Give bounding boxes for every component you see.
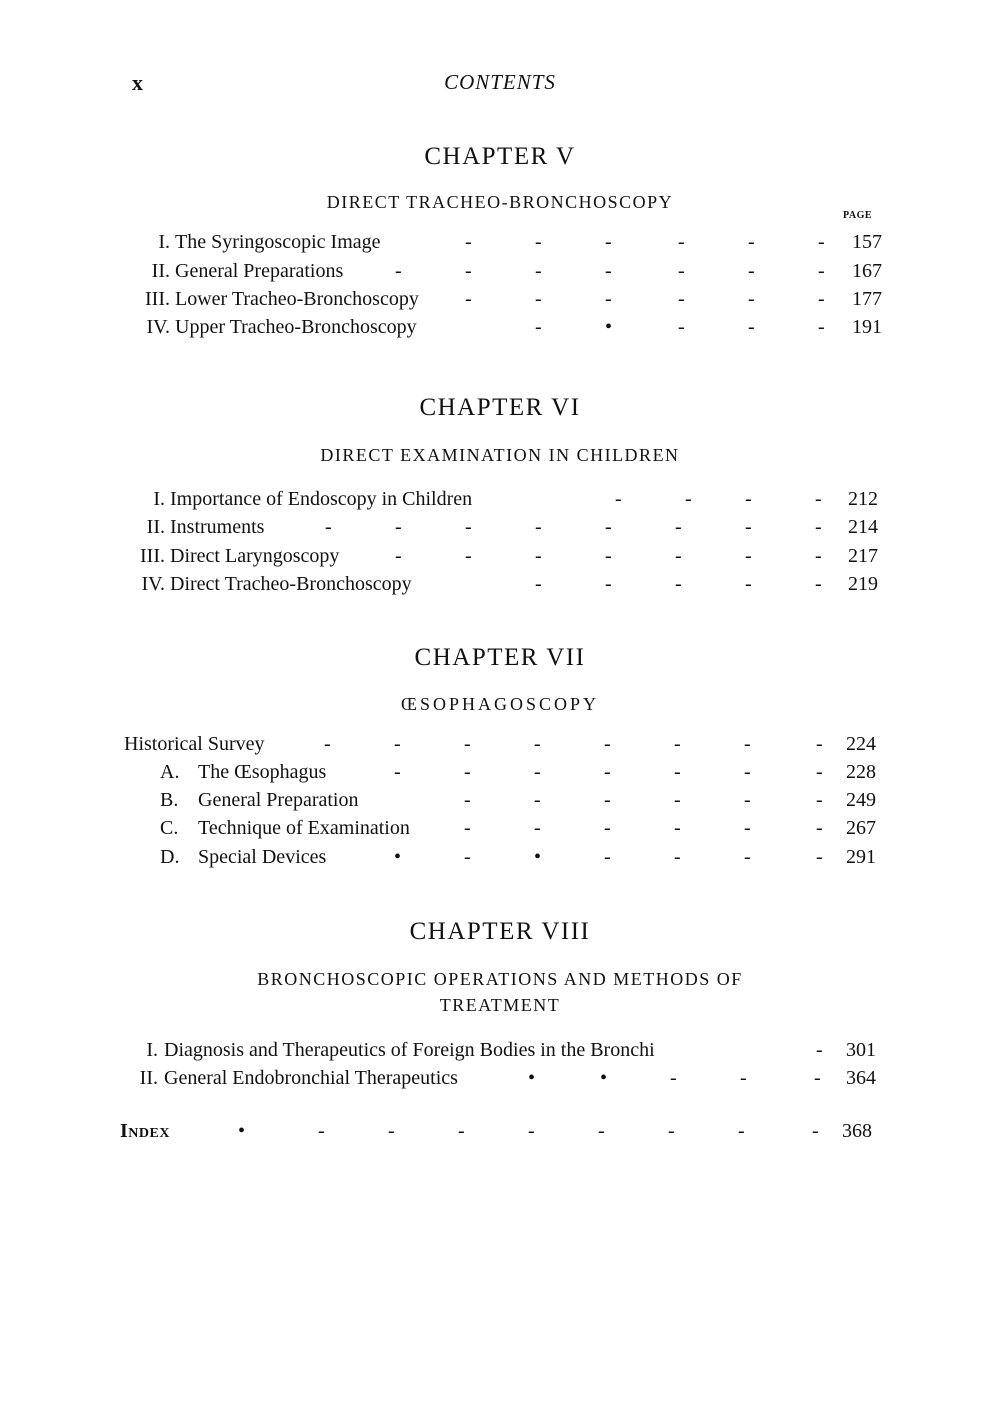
entry-title: Technique of Examination [198, 817, 410, 839]
chapter-viii-title-line-2: TREATMENT [439, 995, 561, 1015]
page-column-label: PAGE [843, 210, 873, 221]
entry-title: Direct Tracheo-Bronchoscopy [170, 573, 412, 595]
entry-title: Upper Tracheo-Bronchoscopy [175, 316, 417, 338]
entry-title: Direct Laryngoscopy [170, 545, 340, 567]
chapter-vii-heading: CHAPTER VII [414, 644, 586, 671]
chapter-v-heading: CHAPTER V [424, 143, 576, 170]
chapter-vi-title: DIRECT EXAMINATION IN CHILDREN [320, 445, 680, 465]
entry-title: Lower Tracheo-Bronchoscopy [175, 288, 419, 310]
entry-numeral: II. [139, 1067, 158, 1089]
entry-title: General Preparation [198, 789, 359, 811]
entry-title: The Œsophagus [198, 761, 327, 783]
entry-page: 214 [848, 516, 878, 538]
entry-numeral: I. [146, 1039, 158, 1061]
toc-entry[interactable]: A. The Œsophagus - - - - - - - 228 [124, 758, 876, 786]
entry-title: Special Devices [198, 846, 327, 868]
entry-numeral: II. [146, 516, 165, 538]
entry-numeral: III. [145, 288, 170, 310]
entry-title: General Endobronchial Therapeutics [164, 1067, 458, 1089]
entry-title: Instruments [170, 516, 265, 538]
toc-entry[interactable]: I. The Syringoscopic Image - - - - - - 157 [130, 228, 882, 256]
entry-numeral: A. [160, 761, 180, 783]
chapter-viii-heading: CHAPTER VIII [409, 918, 591, 945]
entry-title: The Syringoscopic Image [175, 231, 381, 253]
entry-numeral: D. [160, 846, 180, 868]
toc-entry[interactable]: I. Importance of Endoscopy in Children - - - - 212 [130, 485, 878, 513]
entry-numeral: I. [158, 231, 170, 253]
toc-entry[interactable]: II. Instruments - - - - - - - - 214 [130, 513, 878, 541]
entry-numeral: C. [160, 817, 179, 839]
entry-page: 219 [848, 573, 878, 595]
entry-page: 249 [846, 789, 876, 811]
entry-title: Historical Survey [124, 733, 265, 755]
toc-entry[interactable]: Historical Survey - - - - - - - - 224 [124, 730, 876, 758]
entry-title: General Preparations [175, 260, 344, 282]
entry-page: 267 [846, 817, 876, 839]
entry-page: 167 [852, 260, 882, 282]
toc-entry[interactable]: IV. Upper Tracheo-Bronchoscopy - • - - - 191 [130, 313, 882, 341]
entry-numeral: III. [140, 545, 165, 567]
index-label: Index [120, 1120, 170, 1142]
entry-page: 177 [852, 288, 882, 310]
index-page: 368 [842, 1120, 872, 1142]
entry-page: 212 [848, 488, 878, 510]
chapter-v-title: DIRECT TRACHEO-BRONCHOSCOPY [326, 192, 674, 212]
entry-numeral: II. [151, 260, 170, 282]
entry-page: 228 [846, 761, 876, 783]
running-head-title: CONTENTS [444, 70, 556, 94]
running-head-page-number: x [132, 70, 143, 95]
entry-title: Importance of Endoscopy in Children [170, 488, 473, 510]
entry-page: 224 [846, 733, 876, 755]
entry-page: 301 [846, 1039, 876, 1061]
toc-entry[interactable]: C. Technique of Examination - - - - - - 267 [124, 814, 876, 842]
toc-entry[interactable]: IV. Direct Tracheo-Bronchoscopy - - - - - 219 [130, 570, 878, 598]
entry-page: 364 [846, 1067, 876, 1089]
toc-entry[interactable]: II. General Endobronchial Therapeutics • • - - - 364 [128, 1064, 876, 1092]
toc-entry[interactable]: II. General Preparations - - - - - - - 167 [130, 257, 882, 285]
toc-entry[interactable]: B. General Preparation - - - - - - 249 [124, 786, 876, 814]
toc-entry-index[interactable]: Index • - - - - - - - - 368 [120, 1117, 872, 1145]
toc-entry[interactable]: III. Lower Tracheo-Bronchoscopy - - - - - - 177 [130, 285, 882, 313]
chapter-vi-heading: CHAPTER VI [419, 394, 581, 421]
entry-numeral: IV. [141, 573, 165, 595]
chapter-vii-title: ŒSOPHAGOSCOPY [400, 694, 600, 714]
entry-page: 291 [846, 846, 876, 868]
chapter-viii-title-line-1: BRONCHOSCOPIC OPERATIONS AND METHODS OF [257, 969, 743, 989]
toc-entry[interactable]: I. Diagnosis and Therapeutics of Foreign Bodies in the Bronchi - 301 [128, 1036, 876, 1064]
entry-title: Diagnosis and Therapeutics of Foreign Bodies in the Bronchi [164, 1039, 655, 1061]
toc-entry[interactable]: III. Direct Laryngoscopy - - - - - - - 217 [130, 542, 878, 570]
entry-numeral: I. [153, 488, 165, 510]
entry-page: 191 [852, 316, 882, 338]
entry-page: 217 [848, 545, 878, 567]
entry-numeral: B. [160, 789, 179, 811]
toc-entry[interactable]: D. Special Devices • - • - - - - 291 [124, 843, 876, 871]
entry-numeral: IV. [146, 316, 170, 338]
entry-page: 157 [852, 231, 882, 253]
